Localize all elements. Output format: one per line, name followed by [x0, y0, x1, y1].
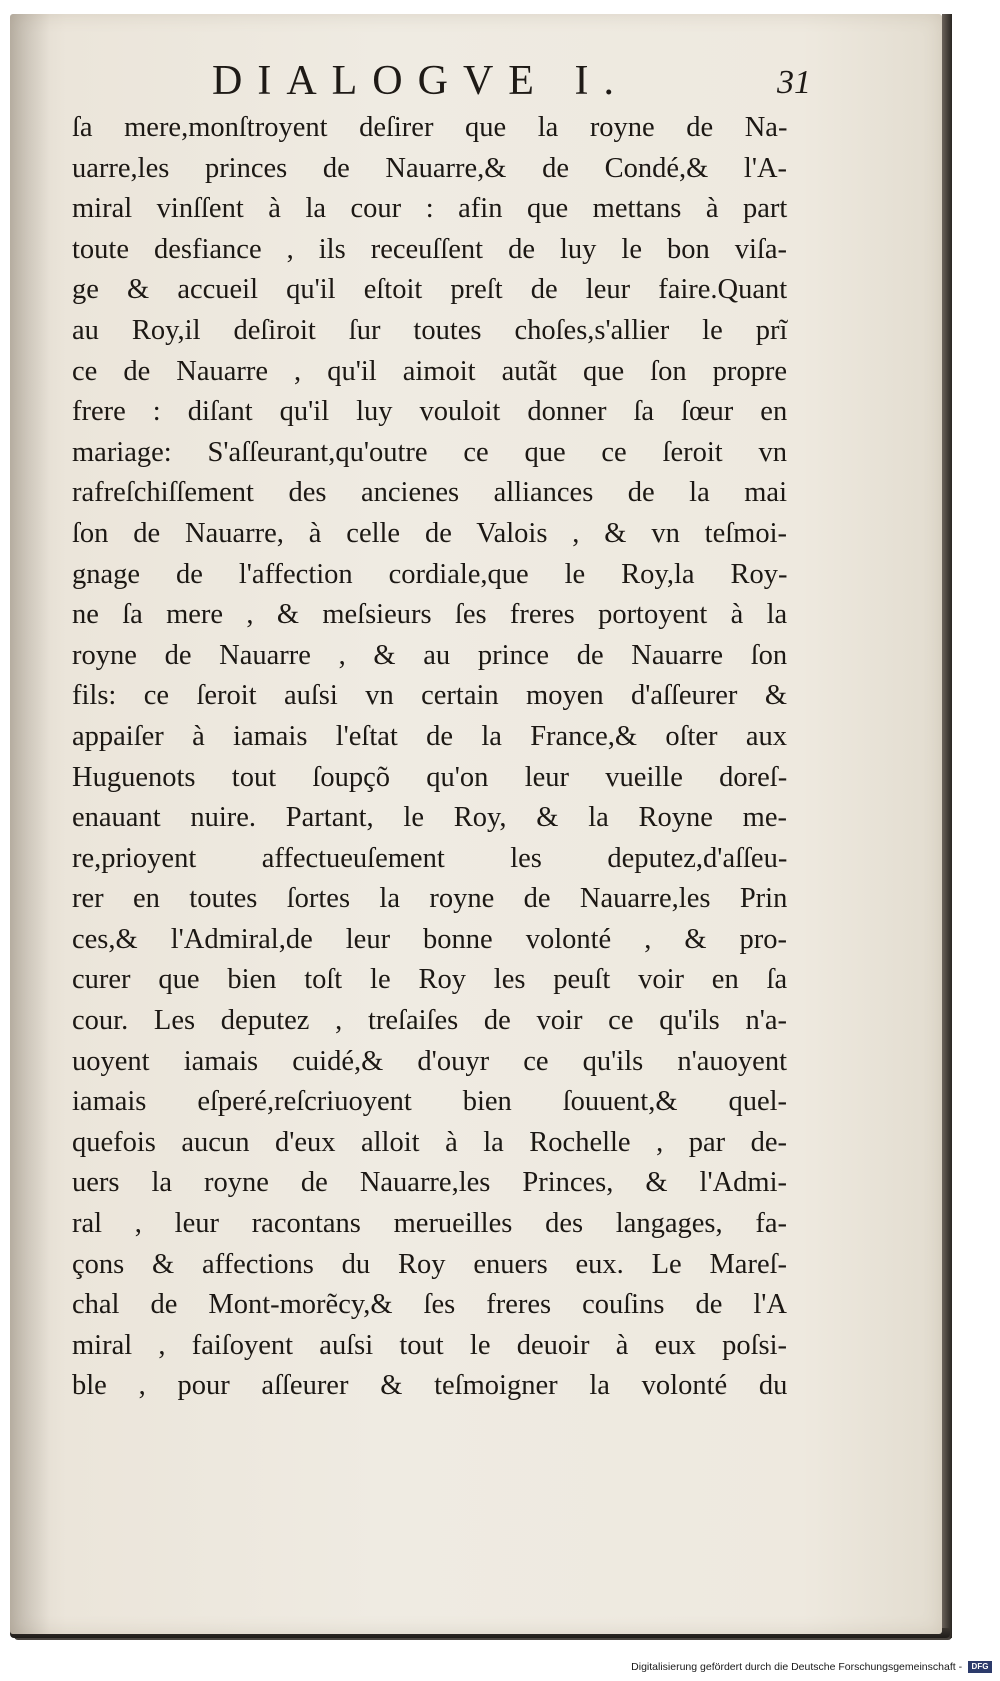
text-line: ce de Nauarre , qu'il aimoit autãt que ſon propre	[72, 355, 787, 387]
page-number: 31	[777, 64, 811, 101]
text-line: re,prioyent affectueuſement les deputez,d'aſſeu-	[72, 842, 788, 874]
text-line: quefois aucun d'eux alloit à la Rochelle , par de-	[72, 1126, 787, 1158]
text-line: mariage: S'aſſeurant,qu'outre ce que ce ſeroit vn	[72, 436, 787, 468]
text-line: ge & accueil qu'il eſtoit preſt de leur faire.Quant	[72, 274, 788, 306]
body-text	[72, 108, 787, 1407]
text-line: uers la royne de Nauarre,les Princes, & l'Admi-	[72, 1167, 787, 1199]
running-head: DIALOGVE I.	[212, 58, 629, 104]
text-line: rafreſchiſſement des ancienes alliances de la mai	[72, 477, 787, 509]
text-line: chal de Mont-morẽcy,& ſes freres couſins de l'A	[72, 1289, 787, 1321]
text-line: miral , faiſoyent auſsi tout le deuoir à eux poſsi-	[72, 1329, 787, 1361]
text-line: toute desfiance , ils receuſſent de luy le bon viſa-	[72, 233, 787, 265]
text-line: fils: ce ſeroit auſsi vn certain moyen d'aſſeurer &	[72, 680, 787, 712]
binding-shadow	[10, 14, 50, 1634]
text-line: rer en toutes ſortes la royne de Nauarre,les Prin	[72, 883, 788, 915]
text-line: frere : diſant qu'il luy vouloit donner ſa ſœur en	[72, 396, 788, 428]
page-header	[212, 55, 812, 107]
text-line: miral vinſſent à la cour : afin que mettans à part	[72, 193, 788, 225]
text-line: uoyent iamais cuidé,& d'ouyr ce qu'ils n'auoyent	[72, 1045, 787, 1077]
text-line: curer que bien toſt le Roy les peuſt voir en ſa	[72, 964, 788, 996]
text-line: Huguenots tout ſoupçõ qu'on leur vueille doreſ-	[72, 761, 788, 793]
digitization-credit	[560, 1658, 992, 1676]
text-line: uarre,les princes de Nauarre,& de Condé,& l'A-	[72, 152, 788, 184]
credit-text: Digitalisierung gefördert durch die Deutsche Forschungsgemeinschaft -	[631, 1661, 963, 1673]
text-line: ne ſa mere , & meſsieurs ſes freres portoyent à la	[72, 599, 788, 631]
dfg-logo-icon: DFG	[968, 1661, 992, 1673]
text-line: enauant nuire. Partant, le Roy, & la Royne me-	[72, 802, 787, 834]
text-line: au Roy,il deſiroit ſur toutes choſes,s'allier le prĩ	[72, 314, 788, 346]
text-line: gnage de l'affection cordiale,que le Roy,la Roy-	[72, 558, 788, 590]
text-line: cour. Les deputez , treſaiſes de voir ce qu'ils n'a-	[72, 1005, 787, 1037]
text-line: iamais eſperé,reſcriuoyent bien ſouuent,& quel-	[72, 1086, 787, 1118]
text-line: ral , leur racontans merueilles des langages, fa-	[72, 1208, 787, 1240]
text-line: royne de Nauarre , & au prince de Nauarre ſon	[72, 639, 788, 671]
text-line: appaiſer à iamais l'eſtat de la France,& oſter aux	[72, 720, 787, 752]
text-line: çons & affections du Roy enuers eux. Le Mareſ-	[72, 1248, 787, 1280]
page-right-edge	[942, 14, 952, 1638]
text-line: ces,& l'Admiral,de leur bonne volonté , & pro-	[72, 923, 787, 955]
text-line: ble , pour aſſeurer & teſmoigner la volonté du	[72, 1370, 788, 1402]
text-line: ſa mere,monſtroyent deſirer que la royne de Na-	[72, 112, 788, 143]
text-line: ſon de Nauarre, à celle de Valois , & vn teſmoi-	[72, 517, 787, 549]
